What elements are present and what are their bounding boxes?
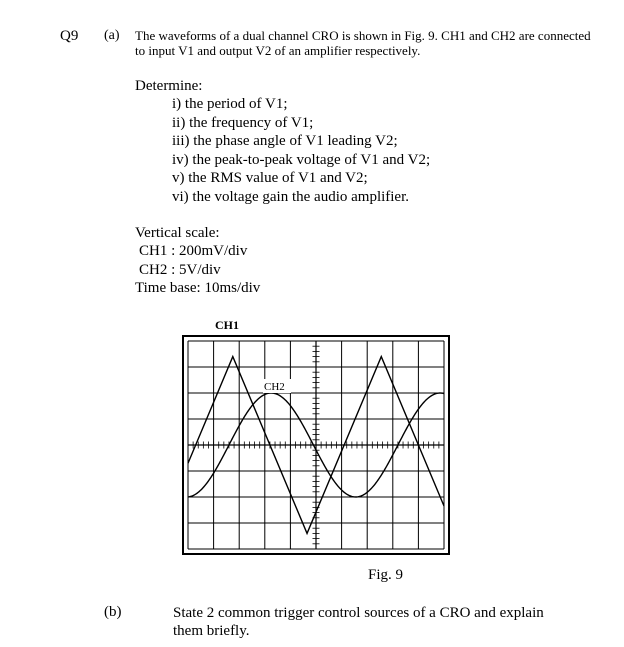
vertical-scale-label: Vertical scale: (135, 225, 220, 241)
scale-settings (135, 224, 260, 297)
oscilloscope-figure (175, 310, 455, 560)
part-a-label: (a) (104, 28, 120, 43)
part-b-label: (b) (104, 604, 122, 620)
list-item: ii) the frequency of V1; (172, 114, 314, 131)
ch1-scale: CH1 : 200mV/div (139, 243, 248, 260)
list-item: iii) the phase angle of V1 leading V2; (172, 133, 398, 149)
part-b-text (173, 604, 603, 640)
part-b-line-2: them briefly. (173, 623, 250, 639)
determine-label: Determine: (135, 78, 203, 94)
list-item: vi) the voltage gain the audio amplifier. (172, 188, 410, 205)
ch1-label: CH1 (215, 318, 239, 332)
ch2-scale: CH2 : 5V/div (139, 261, 221, 278)
question-intro (135, 28, 591, 58)
list-item: iv) the peak-to-peak voltage of V1 and V2; (172, 151, 431, 168)
ch2-label: CH2 (264, 381, 285, 393)
time-base: Time base: 10ms/div (135, 279, 261, 296)
list-item: i) the period of V1; (172, 96, 288, 112)
list-item: v) the RMS value of V1 and V2; (172, 170, 368, 186)
determine-list (172, 95, 430, 206)
question-number: Q9 (60, 28, 79, 44)
figure-caption: Fig. 9 (368, 567, 404, 583)
part-b-line-1: State 2 common trigger control sources of a CRO and explain (173, 605, 544, 621)
intro-line-1: The waveforms of a dual channel CRO is shown in Fig. 9. CH1 and CH2 are connected (135, 28, 591, 43)
intro-line-2: to input V1 and output V2 of an amplifier respectively. (135, 43, 421, 58)
